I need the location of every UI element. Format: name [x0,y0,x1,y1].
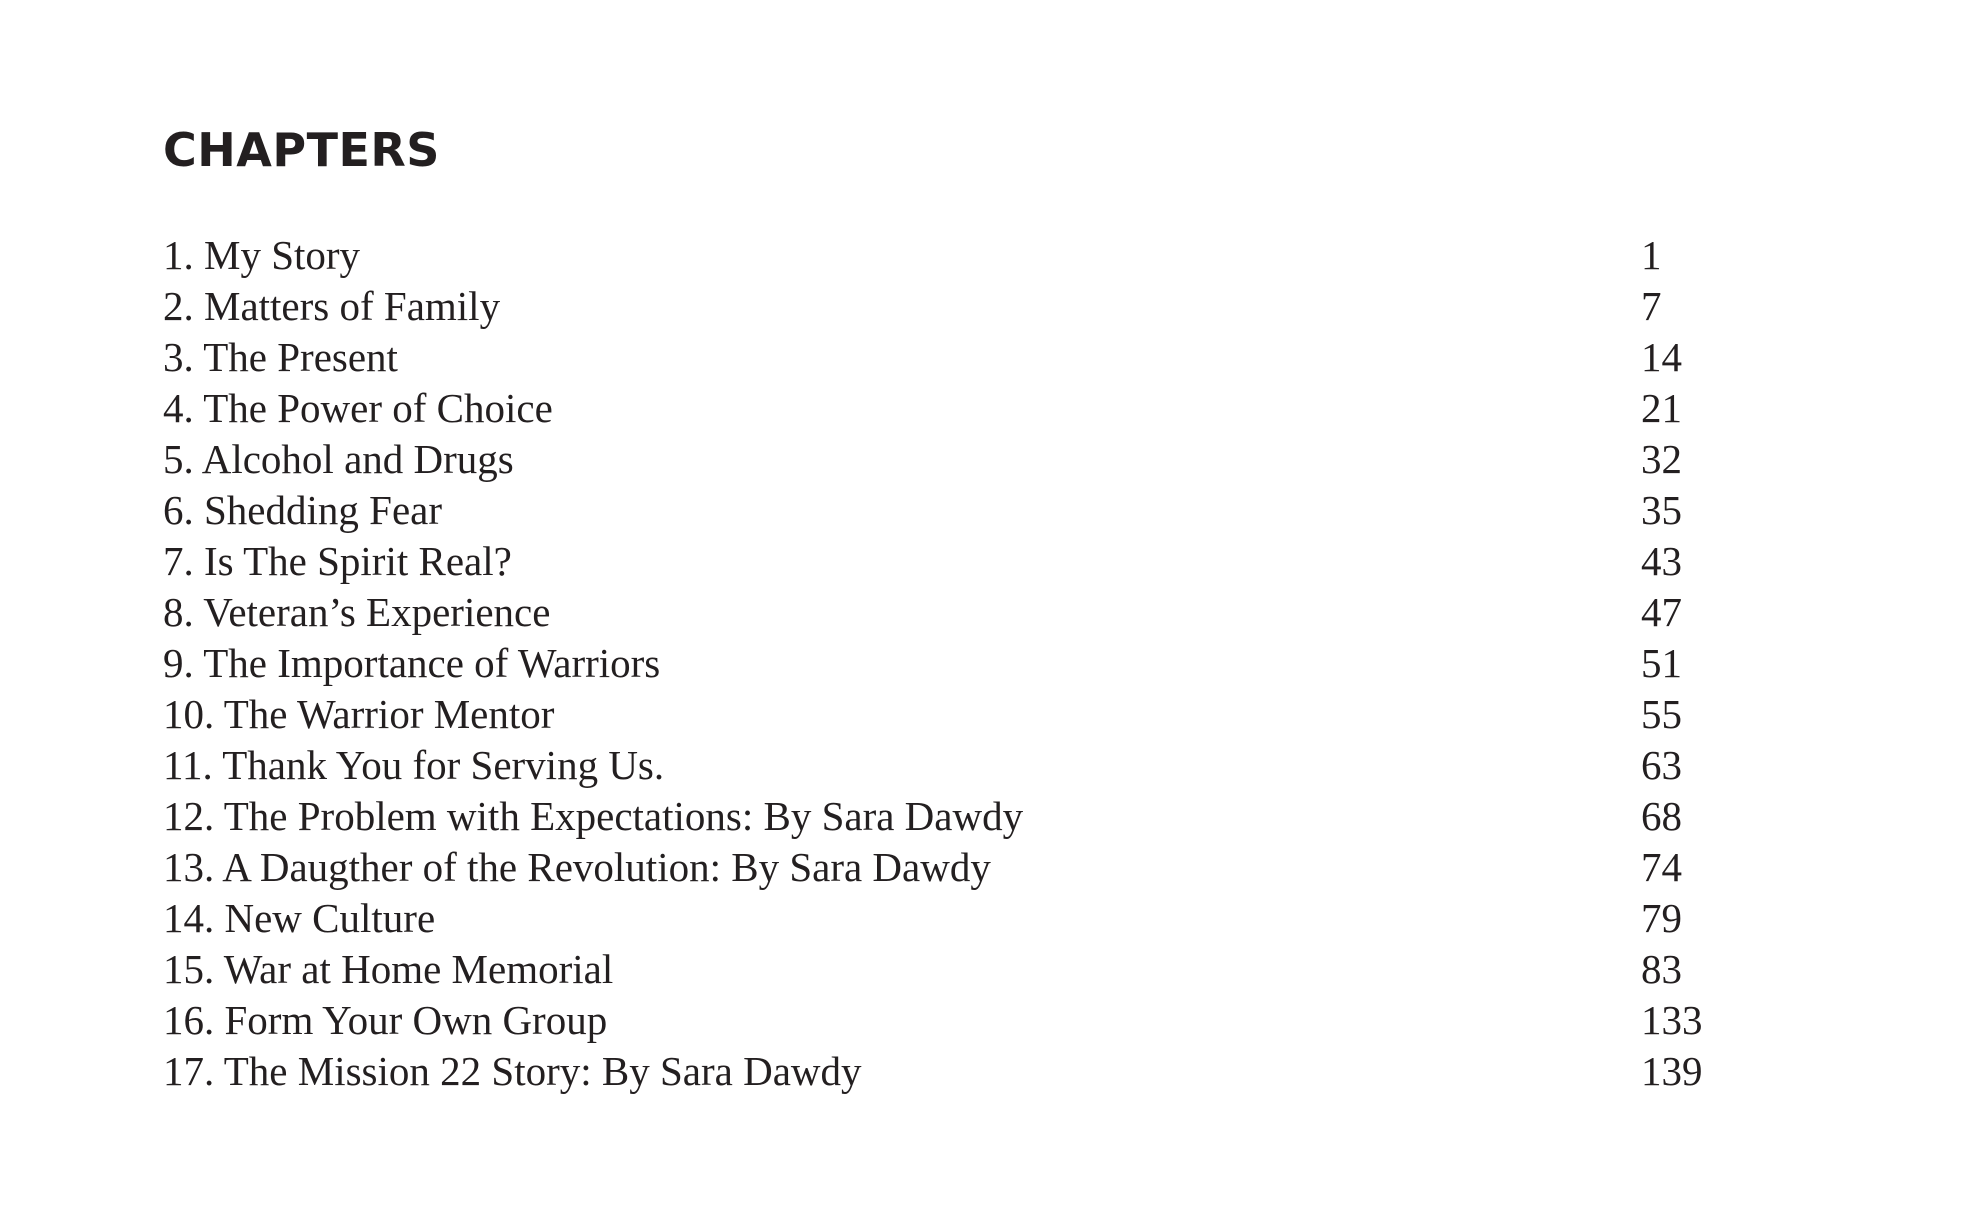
chapter-title: 4. The Power of Choice [163,385,553,431]
chapter-page-number: 32 [1641,436,1682,482]
chapter-title: 10. The Warrior Mentor [163,691,555,737]
chapter-page-number: 1 [1641,232,1662,278]
chapter-page-number: 43 [1641,538,1682,584]
chapter-title: 16. Form Your Own Group [163,997,608,1043]
chapter-title: 7. Is The Spirit Real? [163,538,512,584]
chapter-page-number: 21 [1641,385,1682,431]
chapter-title: 6. Shedding Fear [163,487,442,533]
chapter-title: 17. The Mission 22 Story: By Sara Dawdy [163,1048,862,1094]
toc-entry [163,893,1723,944]
page-title: CHAPTERS [163,123,440,177]
chapter-page-number: 51 [1641,640,1682,686]
chapter-title: 2. Matters of Family [163,283,501,329]
toc-entry [163,281,1723,332]
toc-entry [163,944,1723,995]
chapter-title: 14. New Culture [163,895,436,941]
chapter-title: 3. The Present [163,334,398,380]
chapter-title: 12. The Problem with Expectations: By Sara Dawdy [163,793,1024,839]
chapter-title: 9. The Importance of Warriors [163,640,661,686]
toc-entry [163,434,1723,485]
toc-entry [163,689,1723,740]
toc-entry [163,791,1723,842]
toc-entry [163,383,1723,434]
toc-entry [163,842,1723,893]
toc-entry [163,1046,1723,1097]
chapter-title: 1. My Story [163,232,361,278]
chapter-page-number: 55 [1641,691,1682,737]
chapter-page-number: 68 [1641,793,1682,839]
chapter-page-number: 79 [1641,895,1682,941]
table-of-contents [163,230,1723,1097]
toc-entry [163,485,1723,536]
chapter-page-number: 47 [1641,589,1682,635]
toc-entry [163,638,1723,689]
chapter-page-number: 63 [1641,742,1682,788]
chapter-title: 8. Veteran’s Experience [163,589,551,635]
toc-entry [163,995,1723,1046]
chapter-page-number: 133 [1641,997,1703,1043]
chapter-page-number: 14 [1641,334,1682,380]
chapter-title: 5. Alcohol and Drugs [163,436,514,482]
toc-entry [163,536,1723,587]
chapter-title: 15. War at Home Memorial [163,946,614,992]
chapter-page-number: 139 [1641,1048,1703,1094]
chapter-page-number: 83 [1641,946,1682,992]
toc-entry [163,587,1723,638]
chapter-page-number: 35 [1641,487,1682,533]
toc-entry [163,740,1723,791]
chapter-page-number: 74 [1641,844,1682,890]
chapter-title: 11. Thank You for Serving Us. [163,742,665,788]
chapter-page-number: 7 [1641,283,1662,329]
chapter-title: 13. A Daugther of the Revolution: By Sara Dawdy [163,844,991,890]
toc-entry [163,230,1723,281]
toc-entry [163,332,1723,383]
